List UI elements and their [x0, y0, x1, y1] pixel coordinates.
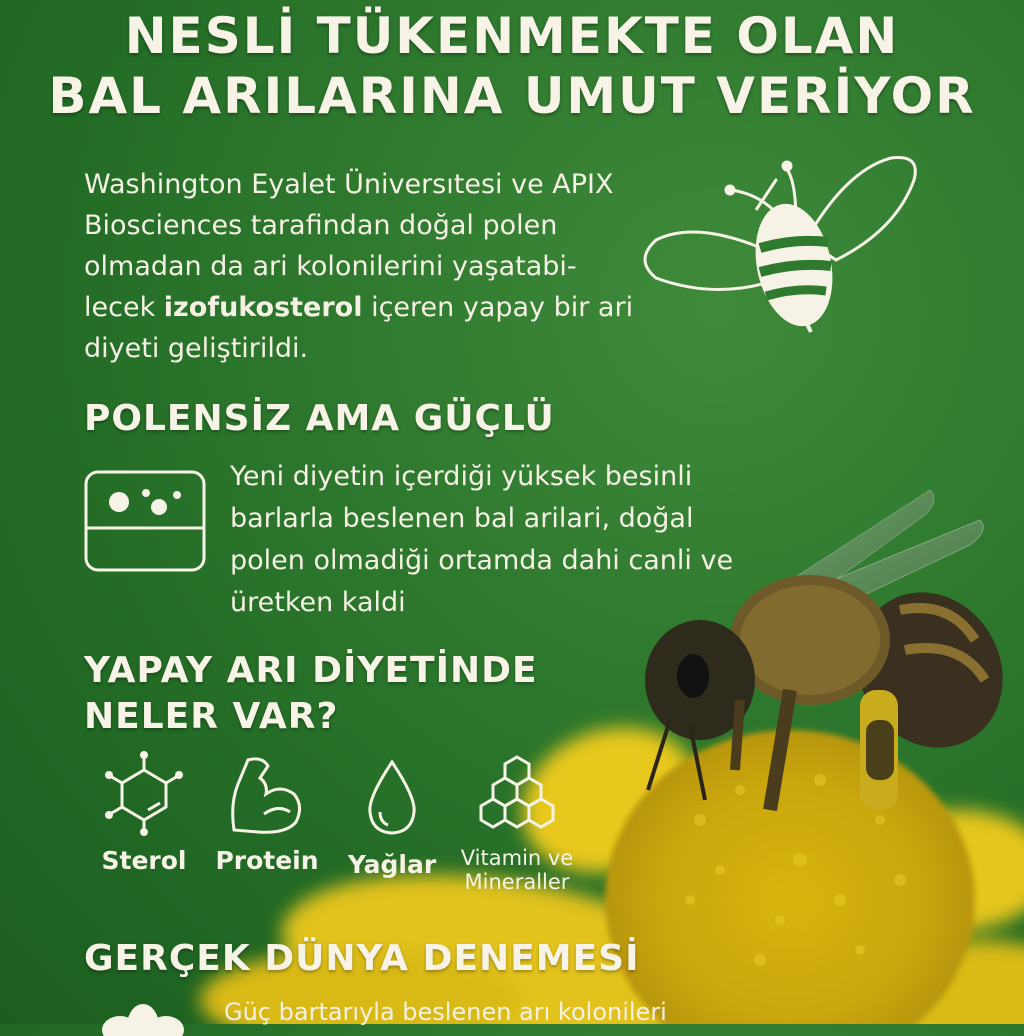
title-line-1: NESLİ TÜKENMEKTE OLAN [124, 7, 900, 65]
ingredient-vitamins-minerals [452, 754, 582, 894]
intro-paragraph [84, 164, 644, 369]
muscle-icon [228, 754, 306, 836]
flower-icon [98, 996, 188, 1036]
ingredients-heading-line-2: NELER VAR? [84, 696, 339, 737]
ingredient-protein [212, 754, 322, 875]
intro-text-1: Washington Eyalet Üniversıtesi ve APIX Biosciences tarafindan doğal polen olmadan da ari kolonilerini yaşatabi-lecek [84, 169, 614, 323]
molecule-icon [104, 750, 184, 836]
bee-outline-icon [636, 150, 926, 340]
intro-text-2: içeren yapay bir ari diyeti geliştirildi. [84, 292, 634, 364]
pollenless-description: Yeni diyetin içerdiği yüksek besinli barlarla beslenen bal arilari, doğal polen olmadiği ortamda dahi canli ve üretken kaldi [230, 461, 734, 618]
ingredient-label: Yağlar [347, 850, 437, 879]
ingredient-fats [342, 758, 442, 879]
ingredient-label: Sterol [101, 846, 187, 875]
honeycomb-icon [475, 754, 559, 834]
page-title [0, 6, 1024, 126]
ingredients-heading-line-1: YAPAY ARI DİYETİNDE [84, 650, 538, 691]
drop-icon [364, 758, 420, 836]
ingredient-sterol [94, 750, 194, 875]
ingredient-label-1: Vitamin ve [460, 846, 574, 870]
title-line-2: BAL ARILARINA UMUT VERİYOR [48, 67, 976, 125]
trial-description: Güç bartarıyla beslenen arı kolonileri [224, 998, 667, 1026]
ingredient-label-2: Mineraller [464, 870, 570, 894]
intro-highlight: izofukosterol [163, 292, 363, 323]
section-heading-real-world-trial: GERÇEK DÜNYA DENEMESİ [84, 938, 640, 979]
section-heading-pollenless: POLENSİZ AMA GÜÇLÜ [84, 398, 555, 439]
ingredient-label: Protein [215, 846, 319, 875]
section-heading-ingredients [84, 648, 538, 740]
nutrition-bar-icon [84, 470, 206, 572]
